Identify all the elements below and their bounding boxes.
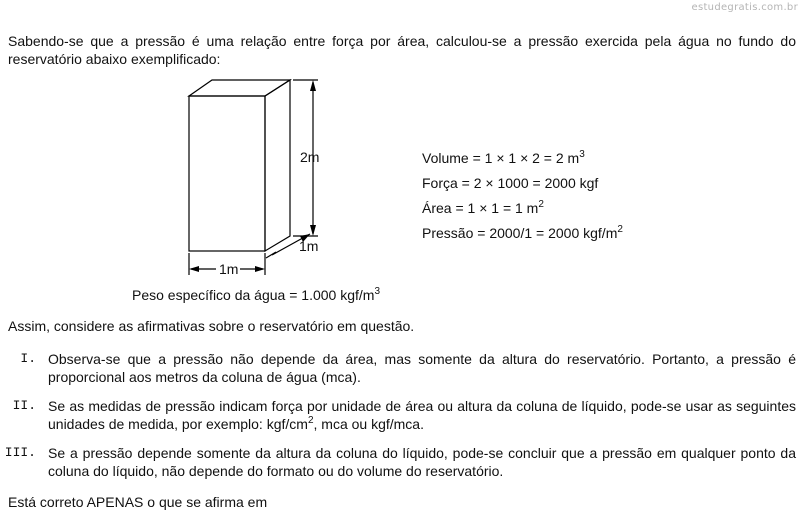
lead-sentence: Assim, considere as afirmativas sobre o reservatório em questão. xyxy=(8,318,415,334)
formula-pressao: Pressão = 2000/1 = 2000 kgf/$m^2$ xyxy=(422,224,623,241)
height-label: 2m xyxy=(300,149,320,165)
watermark: estudegratis.com.br xyxy=(691,2,798,13)
statement-numeral: I. xyxy=(20,351,36,366)
statement-text: Se a pressão depende somente da altura da coluna do líquido, pode-se concluir que a pressão em qualquer ponto da coluna do líquido, não depende do formato ou do volume do reservatório. xyxy=(48,445,796,479)
box-front-face xyxy=(189,96,265,251)
box-side-face xyxy=(265,80,290,251)
box-top-face xyxy=(189,80,290,96)
intro-line-2: reservatório abaixo exemplificado: xyxy=(8,51,221,67)
figure-caption: Peso específico da água = 1.000 kgf/$m^3$ xyxy=(132,286,380,303)
depth-label: 1m xyxy=(299,238,319,254)
statement-numeral: III. xyxy=(4,445,36,460)
width-label: 1m xyxy=(219,261,239,277)
formula-area: Área = 1 × 1 = 1 $m^2$ xyxy=(422,199,544,216)
statement-text: Observa-se que a pressão não depende da área, mas somente da altura do reservatório. Portanto, a pressão é proporcional aos metros da coluna de água (mca). xyxy=(48,351,796,385)
formulas-block xyxy=(422,146,623,246)
formula-forca: Força = 2 × 1000 = 2000 kgf xyxy=(422,175,599,191)
statement-numeral: II. xyxy=(12,398,36,413)
formula-volume: Volume = 1 × 1 × 2 = 2 $m^3$ xyxy=(422,149,585,166)
final-question: Está correto APENAS o que se afirma em xyxy=(8,494,268,510)
statement-text: Se as medidas de pressão indicam força por unidade de área ou altura da coluna de líquido, pode-se usar as seguintes unidades de medida, por exemplo: kgf/$cm^2$, mca ou kgf/mca. xyxy=(48,398,796,432)
intro-line-1: Sabendo-se que a pressão é uma relação entre força por área, calculou-se a pressão exercida pela água no fundo do xyxy=(8,33,796,49)
